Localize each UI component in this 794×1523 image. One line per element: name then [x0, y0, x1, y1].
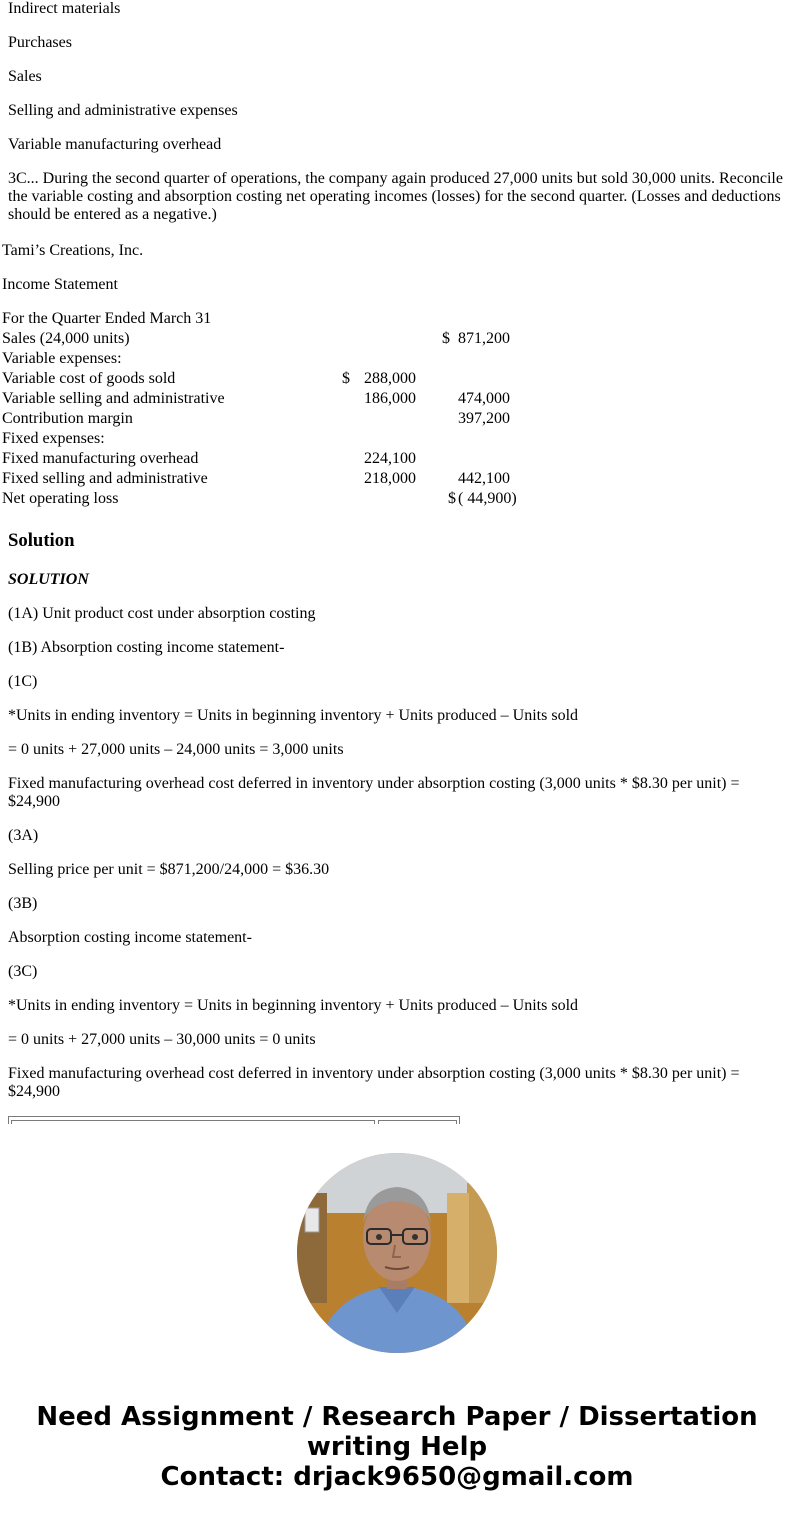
solution-line: = 0 units + 27,000 units – 30,000 units = 0 units [8, 1031, 316, 1048]
footer-contact: Contact: drjack9650@gmail.com [160, 1462, 634, 1492]
fixed-expenses-label: Fixed expenses: [2, 430, 105, 447]
list-item: Variable manufacturing overhead [8, 136, 222, 153]
net-operating-loss-total: ( 44,900) [458, 490, 517, 507]
avatar [297, 1153, 497, 1353]
solution-line: Selling price per unit = $871,200/24,000 = $36.30 [8, 861, 330, 878]
solution-line: (1B) Absorption costing income statement- [8, 639, 285, 656]
footer-headline: Need Assignment / Research Paper / Dissertation writing Help [36, 1402, 758, 1462]
net-operating-loss-label: Net operating loss [2, 490, 119, 507]
vsa-amount: 186,000 [364, 390, 416, 407]
vcogs-amount: 288,000 [364, 370, 416, 387]
solution-line: (1C) [8, 673, 38, 690]
fsa-total: 442,100 [458, 470, 510, 487]
solution-line: (3B) [8, 895, 38, 912]
solution-line: Fixed manufacturing overhead cost deferred in inventory under absorption costing (3,000 units * $8.30 per unit) = $24,900 [8, 1065, 740, 1100]
table-cell [378, 1120, 457, 1124]
footer-banner [0, 1402, 794, 1492]
solution-subheading: SOLUTION [8, 571, 89, 588]
variable-expenses-label: Variable expenses: [2, 350, 122, 367]
list-item: Indirect materials [8, 0, 121, 17]
question-3c: 3C... During the second quarter of operations, the company again produced 27,000 units but sold 30,000 units. Reconcile the variable costing and absorption costing net operating incomes (losses) for the second quarter. (Losses and deductions should be entered as a negative.) [8, 170, 783, 223]
contribution-margin-label: Contribution margin [2, 410, 133, 427]
vsa-total: 474,000 [458, 390, 510, 407]
person-portrait-icon [297, 1153, 497, 1353]
fmo-amount: 224,100 [364, 450, 416, 467]
statement-period: For the Quarter Ended March 31 [2, 310, 212, 327]
fsa-label: Fixed selling and administrative [2, 470, 208, 487]
sales-dollar: $ [442, 330, 450, 347]
solution-line: (3C) [8, 963, 38, 980]
sales-label: Sales (24,000 units) [2, 330, 130, 347]
solution-line: Absorption costing income statement- [8, 929, 252, 946]
solution-line: (3A) [8, 827, 39, 844]
solution-line: *Units in ending inventory = Units in beginning inventory + Units produced – Units sold [8, 707, 579, 724]
solution-line: (1A) Unit product cost under absorption costing [8, 605, 316, 622]
solution-line: = 0 units + 27,000 units – 24,000 units = 3,000 units [8, 741, 344, 758]
statement-title: Income Statement [2, 276, 118, 293]
fsa-amount: 218,000 [364, 470, 416, 487]
list-item: Selling and administrative expenses [8, 102, 238, 119]
net-operating-loss-dollar: $ [448, 490, 456, 507]
sales-total: 871,200 [458, 330, 510, 347]
table-cell [11, 1120, 375, 1124]
fmo-label: Fixed manufacturing overhead [2, 450, 199, 467]
solution-heading: Solution [8, 530, 75, 551]
solution-line: Fixed manufacturing overhead cost deferred in inventory under absorption costing (3,000 units * $8.30 per unit) = $24,900 [8, 775, 740, 810]
vcogs-label: Variable cost of goods sold [2, 370, 176, 387]
vcogs-dollar: $ [342, 370, 350, 387]
contribution-margin-total: 397,200 [458, 410, 510, 427]
list-item: Purchases [8, 34, 72, 51]
company-name: Tami’s Creations, Inc. [2, 242, 144, 259]
list-item: Sales [8, 68, 42, 85]
vsa-label: Variable selling and administrative [2, 390, 225, 407]
solution-line: *Units in ending inventory = Units in beginning inventory + Units produced – Units sold [8, 997, 579, 1014]
